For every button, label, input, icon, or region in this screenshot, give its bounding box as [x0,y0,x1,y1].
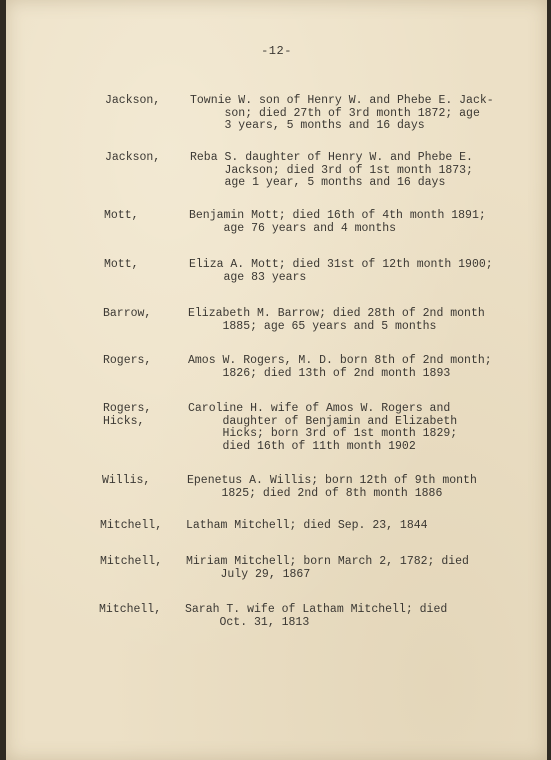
record-details: Epenetus A. Willis; born 12th of 9th month 1825; died 2nd of 8th month 1886 [187,474,477,500]
document-page [6,0,547,760]
record-details: Latham Mitchell; died Sep. 23, 1844 [186,519,428,532]
record-details: Townie W. son of Henry W. and Phebe E. Jack- son; died 27th of 3rd month 1872; age 3 years, 5 months and 16 days [190,94,494,132]
record-surname: Rogers, Hicks, [103,402,152,428]
record-surname: Mitchell, [100,519,163,532]
record-details: Benjamin Mott; died 16th of 4th month 1891; age 76 years and 4 months [189,209,486,235]
record-details: Sarah T. wife of Latham Mitchell; died Oct. 31, 1813 [185,603,448,629]
record-details: Eliza A. Mott; died 31st of 12th month 1900; age 83 years [189,258,493,284]
record-surname: Jackson, [105,94,161,107]
record-surname: Mitchell, [99,603,162,616]
record-surname: Mott, [104,209,139,222]
record-details: Elizabeth M. Barrow; died 28th of 2nd month 1885; age 65 years and 5 months [188,307,485,333]
record-surname: Rogers, [103,354,152,367]
burial-record-list [6,0,547,760]
record-surname: Barrow, [103,307,152,320]
record-details: Reba S. daughter of Henry W. and Phebe E. Jackson; died 3rd of 1st month 1873; age 1 year, 5 months and 16 days [190,151,473,189]
record-surname: Jackson, [105,151,161,164]
record-surname: Willis, [102,474,151,487]
record-details: Caroline H. wife of Amos W. Rogers and daughter of Benjamin and Elizabeth Hicks; born 3rd of 1st month 1829; died 16th of 11th month 1902 [188,402,458,453]
record-surname: Mitchell, [100,555,163,568]
record-details: Amos W. Rogers, M. D. born 8th of 2nd month; 1826; died 13th of 2nd month 1893 [188,354,492,380]
record-surname: Mott, [104,258,139,271]
record-details: Miriam Mitchell; born March 2, 1782; died July 29, 1867 [186,555,469,581]
page-number: -12- [261,44,292,58]
